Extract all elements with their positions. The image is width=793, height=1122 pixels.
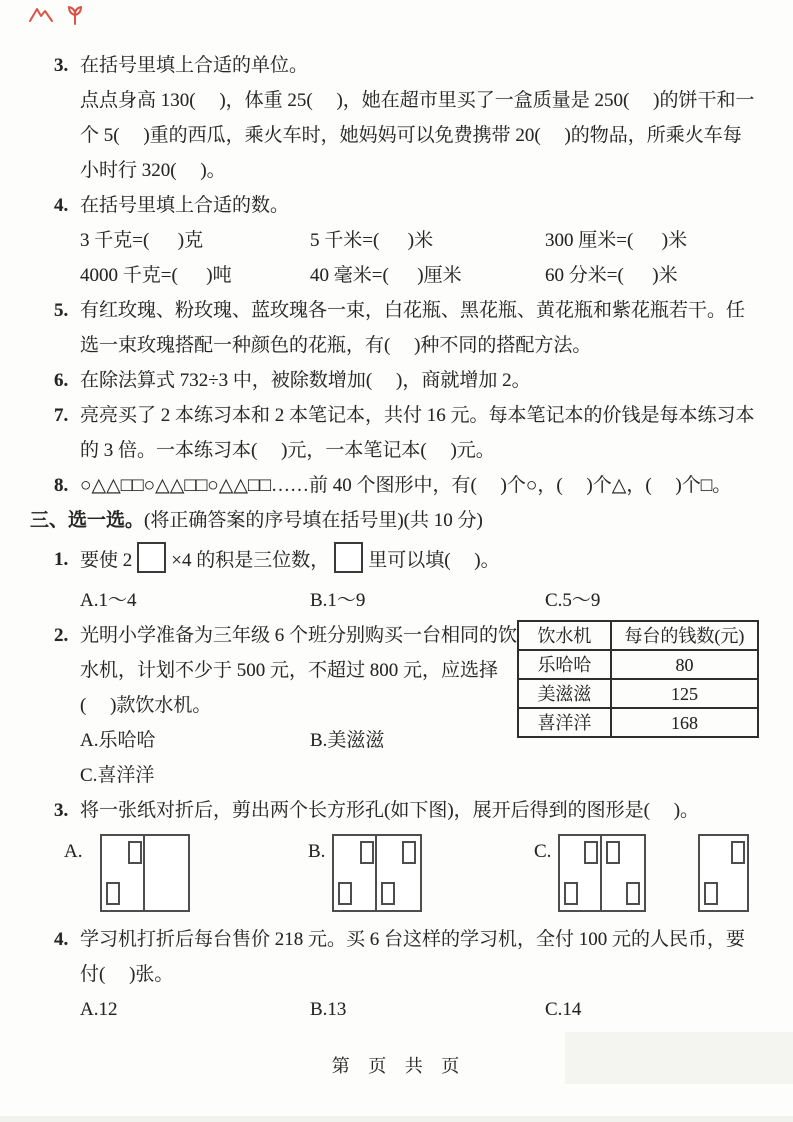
table-row — [518, 708, 758, 737]
option-c: C.14 — [545, 999, 582, 1020]
water-dispenser-price-table — [517, 620, 759, 738]
question-text: 有红玫瑰、粉玫瑰、蓝玫瑰各一束，白花瓶、黑花瓶、黄花瓶和紫花瓶若干。任选一束玫瑰搭配一种颜色的花瓶，有( )种不同的搭配方法。 — [80, 300, 746, 356]
question-body — [80, 398, 759, 468]
price-cell: 168 — [611, 708, 758, 737]
question-number: 8. — [54, 475, 69, 496]
cut-hole — [584, 841, 598, 864]
question-title: 在括号里填上合适的单位。 — [80, 55, 309, 76]
folded-paper-diagram — [698, 834, 749, 912]
scan-artifact — [565, 1032, 793, 1084]
option-a: A.12 — [80, 999, 118, 1020]
question-title: 在括号里填上合适的数。 — [80, 195, 290, 216]
options-row — [80, 723, 532, 758]
cut-hole — [402, 841, 416, 864]
question-text-column — [80, 618, 532, 793]
conversion-item: 4000 千克=( )吨 — [80, 265, 232, 286]
cut-hole — [106, 882, 120, 905]
cut-hole — [626, 882, 640, 905]
conversion-item: 5 千米=( )米 — [310, 230, 434, 251]
cut-hole — [704, 882, 718, 905]
question-number: 6. — [54, 370, 69, 391]
question-text — [80, 542, 759, 578]
cut-hole — [360, 841, 374, 864]
question-fill-3 — [0, 48, 793, 188]
cut-hole — [338, 882, 352, 905]
question-number: 3. — [54, 55, 69, 76]
question-body — [80, 188, 759, 293]
figure-c-unfolded-sheet — [558, 834, 646, 912]
question-text: 将一张纸对折后，剪出两个长方形孔(如下图)，展开后得到的图形是( )。 — [80, 800, 700, 821]
option-b: B.1～9 — [310, 590, 366, 611]
question-body — [80, 363, 759, 398]
question-fill-8 — [0, 468, 793, 503]
sprout-icon — [66, 5, 84, 25]
text-segment: ×4 的积是三位数， — [171, 550, 330, 571]
question-number: 5. — [54, 300, 69, 321]
question-text: 光明小学准备为三年级 6 个班分别购买一台相同的饮水机，计划不少于 500 元，不超过 800 元，应选择( )款饮水机。 — [80, 625, 518, 716]
fold-line — [143, 836, 145, 910]
question-number: 3. — [54, 800, 69, 821]
option-a: A.乐哈哈 — [80, 730, 156, 751]
question-number: 4. — [54, 195, 69, 216]
text-segment: 要使 2 — [80, 550, 133, 571]
question-choice-1 — [0, 542, 793, 618]
figure-label-b: B. — [308, 841, 326, 862]
cut-hole — [128, 841, 142, 864]
question-text: ○△△□□○△△□□○△△□□……前 40 个图形中，有( )个○，( )个△，( )个□。 — [80, 475, 732, 496]
options-row — [80, 992, 759, 1027]
question-number: 2. — [54, 625, 69, 646]
mountain-icon — [28, 5, 54, 25]
option-a: A.1～4 — [80, 590, 137, 611]
corner-marks — [28, 5, 84, 25]
option-b: B.13 — [310, 999, 347, 1020]
question-text: 点点身高 130( )，体重 25( )，她在超市里买了一盒质量是 250( )的饼干和一个 5( )重的西瓜，乘火车时，她妈妈可以免费携带 20( )的物品，所乘火车每小时行 320( )。 — [80, 90, 755, 181]
question-fill-4 — [0, 188, 793, 293]
conversion-item: 300 厘米=( )米 — [545, 230, 688, 251]
fold-line — [600, 836, 602, 910]
question-body — [80, 793, 759, 828]
paper-fold-figures — [0, 828, 793, 922]
blank-box — [334, 542, 363, 573]
options-row — [80, 583, 759, 618]
question-fill-7 — [0, 398, 793, 468]
question-choice-4 — [0, 922, 793, 1027]
option-b: B.美滋滋 — [310, 730, 385, 751]
section-note: (将正确答案的序号填在括号里)(共 10 分) — [144, 510, 483, 531]
question-choice-2 — [0, 618, 793, 793]
question-body — [80, 922, 759, 1027]
cut-hole — [731, 841, 745, 864]
question-text: 在除法算式 732÷3 中，被除数增加( )，商就增加 2。 — [80, 370, 531, 391]
table-header-row — [518, 621, 758, 650]
table-row — [518, 679, 758, 708]
question-body — [80, 48, 759, 188]
cut-hole — [381, 882, 395, 905]
cut-hole — [564, 882, 578, 905]
section-heading — [30, 503, 793, 538]
figure-a-unfolded-sheet — [100, 834, 190, 912]
brand-cell: 美滋滋 — [518, 679, 611, 708]
question-text: 学习机打折后每台售价 218 元。买 6 台这样的学习机，全付 100 元的人民币，要付( )张。 — [80, 929, 746, 985]
figure-label-c: C. — [534, 841, 552, 862]
unit-conversion-grid — [80, 223, 759, 293]
blank-box — [137, 542, 166, 573]
conversion-item: 60 分米=( )米 — [545, 265, 678, 286]
option-c: C.5～9 — [545, 590, 601, 611]
column-header: 饮水机 — [518, 621, 611, 650]
question-number: 1. — [54, 549, 69, 570]
question-fill-6 — [0, 363, 793, 398]
conversion-item: 40 毫米=( )厘米 — [310, 265, 462, 286]
question-choice-3 — [0, 793, 793, 828]
option-c: C.喜洋洋 — [80, 765, 155, 786]
question-body — [80, 542, 759, 618]
question-number: 7. — [54, 405, 69, 426]
figure-label-a: A. — [64, 841, 83, 862]
options-row — [80, 758, 532, 793]
table-row — [518, 650, 758, 679]
column-header: 每台的钱数(元) — [611, 621, 758, 650]
cut-hole — [606, 841, 620, 864]
conversion-item: 3 千克=( )克 — [80, 230, 204, 251]
scan-artifact-bottom — [0, 1116, 793, 1122]
fold-line — [375, 836, 377, 910]
brand-cell: 乐哈哈 — [518, 650, 611, 679]
question-text: 亮亮买了 2 本练习本和 2 本笔记本，共付 16 元。每本笔记本的价钱是每本练习本的 3 倍。一本练习本( )元，一本笔记本( )元。 — [80, 405, 755, 461]
question-body — [80, 293, 759, 363]
question-fill-5 — [0, 293, 793, 363]
price-cell: 80 — [611, 650, 758, 679]
question-body — [80, 618, 759, 793]
page-footer: 第 页 共 页 — [331, 1056, 462, 1076]
text-segment: 里可以填( )。 — [368, 550, 500, 571]
price-cell: 125 — [611, 679, 758, 708]
question-number: 4. — [54, 929, 69, 950]
brand-cell: 喜洋洋 — [518, 708, 611, 737]
section-title: 三、选一选。 — [30, 510, 145, 531]
question-body — [80, 468, 759, 503]
figure-b-unfolded-sheet — [332, 834, 422, 912]
